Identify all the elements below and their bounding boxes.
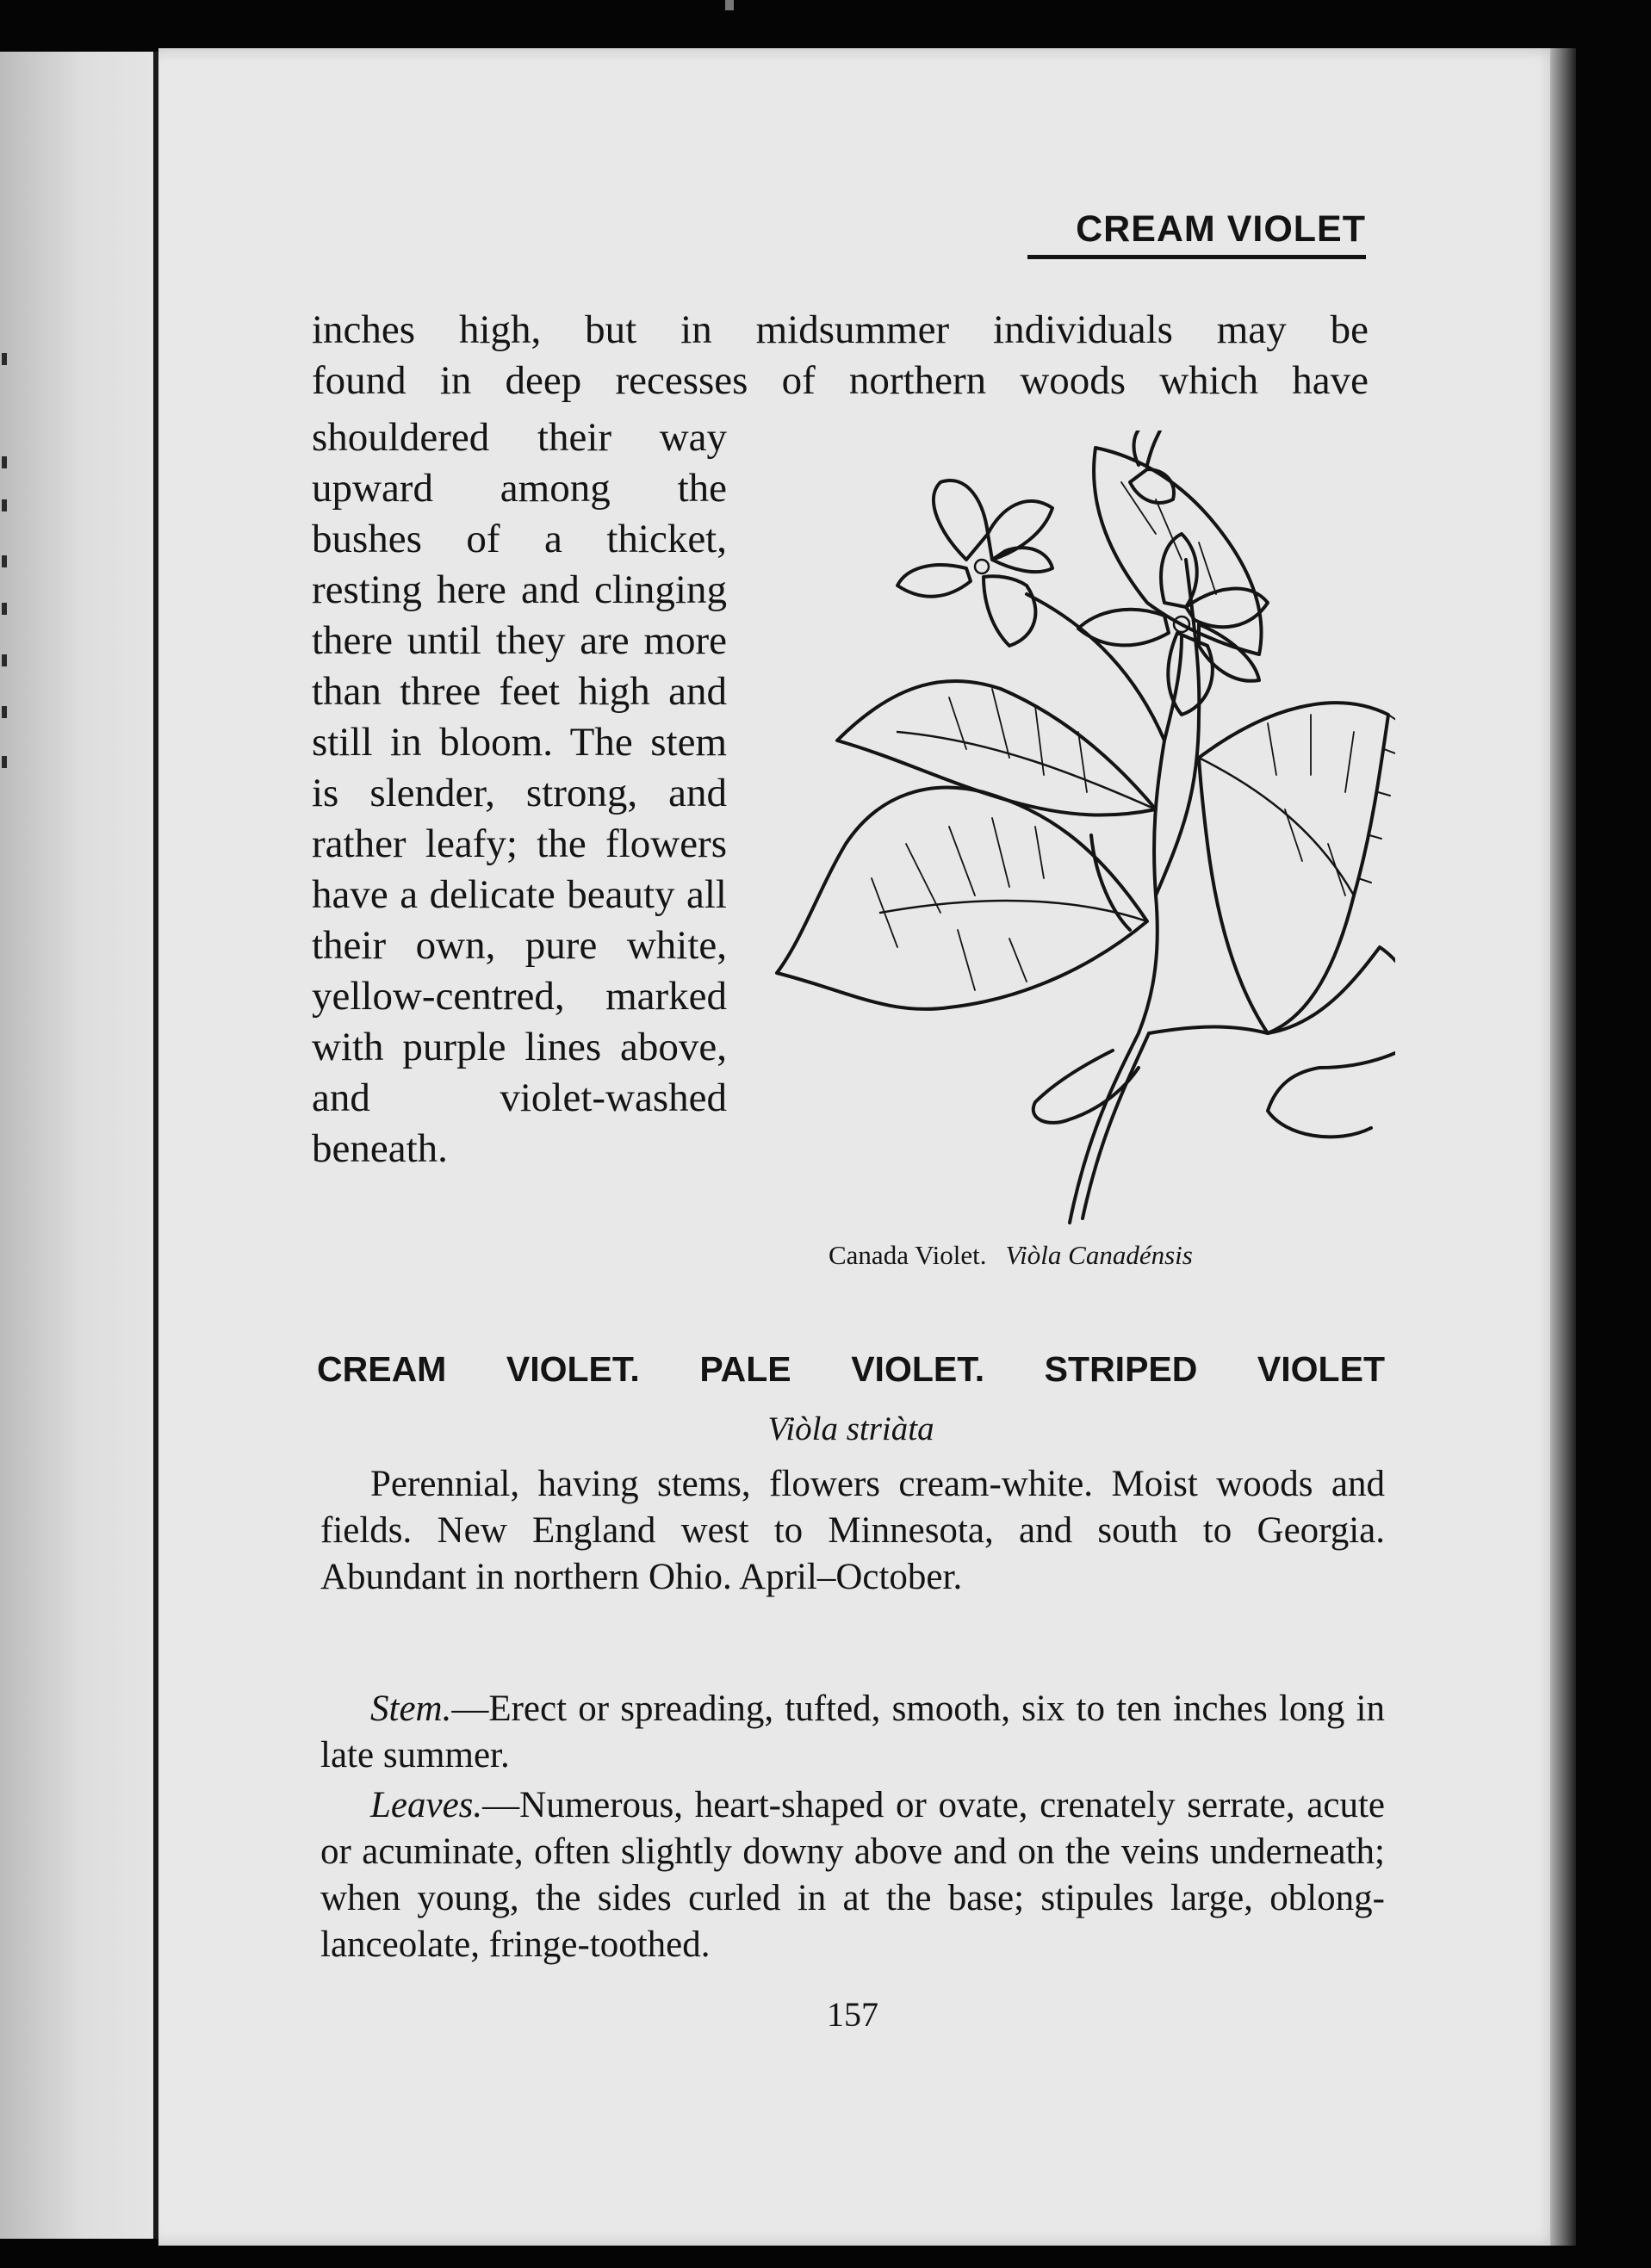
leaf-vein — [897, 732, 1156, 809]
stem-label: Stem. — [370, 1689, 452, 1729]
intro-line-1: inches high, but in midsummer individuals may be — [312, 307, 1369, 352]
leaf-hatch — [1268, 715, 1354, 895]
stem-text: —Erect or spreading, tufted, smooth, six to ten inches long in late summer. — [320, 1689, 1385, 1775]
leaf-hatch — [872, 818, 1044, 990]
page-number: 157 — [827, 1995, 878, 2034]
description-paragraph: Perennial, having stems, flowers cream-white. Moist woods and fields. New England west to Minnesota, and south to Georgia. Abundant in northern Ohio. April–October. — [320, 1464, 1385, 1597]
flower — [897, 480, 1052, 646]
scan-speck — [725, 0, 734, 10]
previous-page-text-fragment — [2, 756, 7, 768]
previous-page-text-fragment — [2, 353, 7, 365]
caption-common-name: Canada Violet. — [829, 1240, 987, 1270]
leaf-serration — [1358, 715, 1395, 1040]
leaf-vein — [1199, 758, 1354, 895]
stipule — [1033, 1050, 1139, 1123]
previous-page-text-fragment — [2, 456, 7, 468]
leaf — [1268, 947, 1395, 1137]
leaf-hatch — [1121, 482, 1216, 594]
previous-page-text-fragment — [2, 706, 7, 718]
leaves-label: Leaves. — [370, 1785, 483, 1825]
previous-page-text-fragment — [2, 603, 7, 615]
stem — [1149, 1027, 1268, 1034]
leaf-vein — [880, 901, 1147, 921]
running-head: CREAM VIOLET — [1027, 203, 1366, 259]
leaves-text: —Numerous, heart-shaped or ovate, crenately serrate, acute or acuminate, often slightly downy above and on the veins underneath; when young, the sides curled in at the base; stipules large, oblong-lanceolate, fringe-toothed. — [320, 1785, 1385, 1965]
previous-page-edge — [0, 52, 158, 2239]
caption-botanical-name: Viòla Canadénsis — [1005, 1240, 1193, 1270]
stem — [1070, 637, 1182, 1223]
intro-line-2: found in deep recesses of northern woods which have — [312, 358, 1369, 403]
leaf — [777, 788, 1147, 1009]
leaf-hatch — [949, 689, 1087, 792]
figure-caption — [829, 1235, 1294, 1276]
stem-paragraph — [320, 1686, 1385, 1779]
wrapped-paragraph: shouldered their way upward among the bushes of a thicket, resting here and clinging there until they are more than three feet high and still in bloom. The stem is slender, strong, and rather leafy; the flowers have a delicate beauty all their own, pure white, yellow-centred, marked with purple lines above, and violet-washed beneath. — [312, 415, 727, 1171]
previous-page-text-fragment — [2, 555, 7, 567]
canada-violet-illustration — [751, 431, 1395, 1247]
section-title: CREAM VIOLET. PALE VIOLET. STRIPED VIOLET — [317, 1349, 1385, 1389]
leaf — [1199, 703, 1388, 1033]
previous-page-text-fragment — [2, 499, 7, 511]
previous-page-text-fragment — [2, 654, 7, 666]
page-fore-edge — [1550, 48, 1576, 2246]
stem — [1156, 560, 1199, 895]
flower-bud — [1130, 431, 1174, 503]
stem — [1091, 835, 1130, 930]
section-latin-name: Viòla striàta — [767, 1410, 934, 1447]
leaves-paragraph — [320, 1782, 1385, 1968]
